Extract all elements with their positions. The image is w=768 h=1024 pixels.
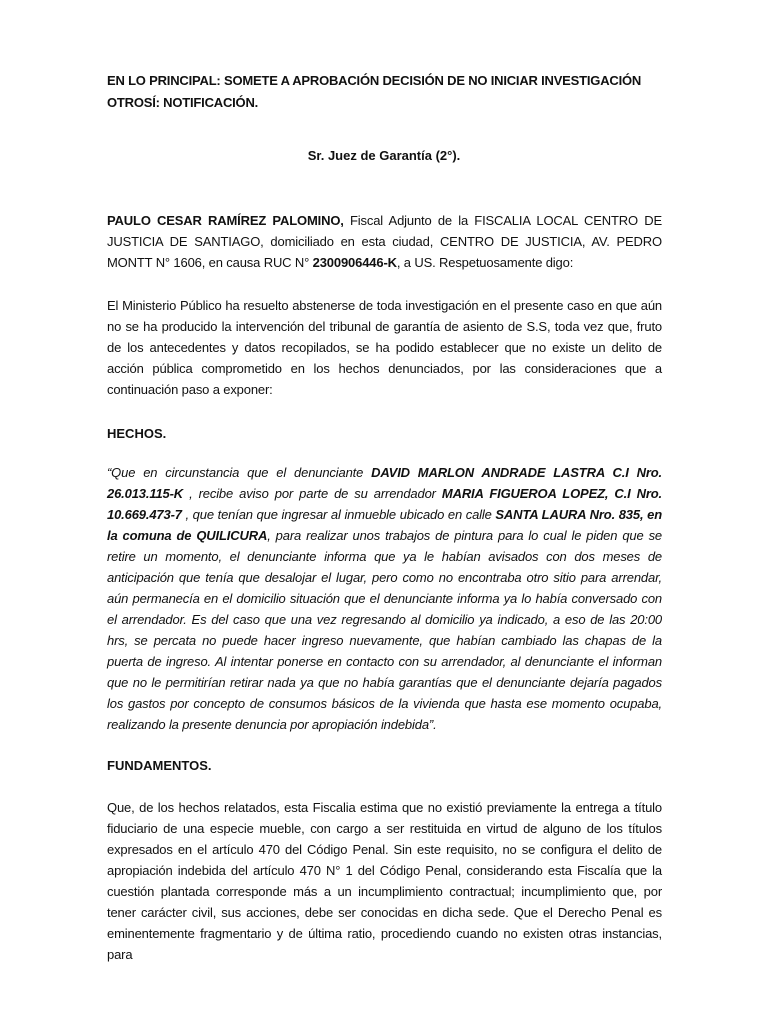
property-address: SANTA LAURA Nro. 835, en la comuna de QUILICURA [107,507,662,543]
hechos-text-1: “Que en circunstancia que el denunciante [107,465,372,480]
heading-otrosi: OTROSÍ: NOTIFICACIÓN. [107,95,259,110]
hechos-text-2: , recibe aviso por parte de su arrendador [183,486,442,501]
heading-principal: EN LO PRINCIPAL: SOMETE A APROBACIÓN DECISIÓN DE NO INICIAR INVESTIGACIÓN [107,73,642,88]
landlord-name: MARIA FIGUEROA LOPEZ, C.I Nro. 10.669.473-7 [107,486,662,522]
hechos-paragraph [107,462,662,735]
complainant-name: DAVID MARLON ANDRADE LASTRA C.I Nro. 26.013.115-K [107,465,662,501]
ruc-number: 2300906446-K [312,255,397,270]
addressee: Sr. Juez de Garantía (2°). [307,148,461,163]
hechos-text-4: , para realizar unos trabajos de pintura para lo cual le piden que se retire un momento, el denunciante informa que ya le habían avisados con dos meses de anticipación que tenía que desalojar el lugar, pero como no encontraba otro sitio para arrendar, aún permanecía en el domicilio situación que el denunciante informa ya lo había conversado con el arrendador. Es del caso que una vez regresando al domicilio ya indicado, a eso de las 20:00 hrs, se percata no puede hacer ingreso nuevamente, que habían cambiado las chapas de la puerta de ingreso. Al intentar ponerse en contacto con su arrendador, al denunciante el informan que no le permitirían retirar nada ya que no había garantías que el denunciante dejaría pagados los gastos por concepto de consumos básicos de la vivienda que hasta ese momento ocupaba, realizando la presente denuncia por apropiación indebida”. [107,528,663,732]
intro-text-2: , a US. Respetuosamente digo: [396,255,574,270]
prosecutor-name: PAULO CESAR RAMÍREZ PALOMINO, [107,213,344,228]
abstention-paragraph: El Ministerio Público ha resuelto abstenerse de toda investigación en el presente caso en que aún no se ha producido la intervención del tribunal de garantía de asiento de S.S, toda vez que, fruto de los antecedentes y datos recopilados, se ha podido establecer que no existe un delito de acción pública comprometido en los hechos denunciados, por las consideraciones que a continuación paso a exponer: [107,298,662,397]
fundamentos-paragraph: Que, de los hechos relatados, esta Fiscalia estima que no existió previamente la entrega a título fiduciario de una especie mueble, con cargo a ser restituida en virtud de alguno de los títulos expresados en el artículo 470 del Código Penal. Sin este requisito, no se configura el delito de apropiación indebida del artículo 470 N° 1 del Código Penal, considerando esta Fiscalía que la cuestión plantada corresponde más a un incumplimiento contractual; incumplimiento que, por tener carácter civil, sus acciones, debe ser conocidas en dicha sede. Que el Derecho Penal es eminentemente fragmentario y de última ratio, procediendo cuando no existen otras instancias, para [107,800,662,962]
intro-text-1: Fiscal Adjunto de la FISCALIA LOCAL CENTRO DE JUSTICIA DE SANTIAGO, domiciliado en esta ciudad, CENTRO DE JUSTICIA, AV. PEDRO MONTT N° 1606, en causa RUC N° [107,213,662,270]
hechos-text-3: , que tenían que ingresar al inmueble ubicado en calle [181,507,496,522]
intro-paragraph [107,210,662,273]
document-heading [107,70,667,114]
fundamentos-title: FUNDAMENTOS. [107,758,212,773]
hechos-title: HECHOS. [107,426,167,441]
